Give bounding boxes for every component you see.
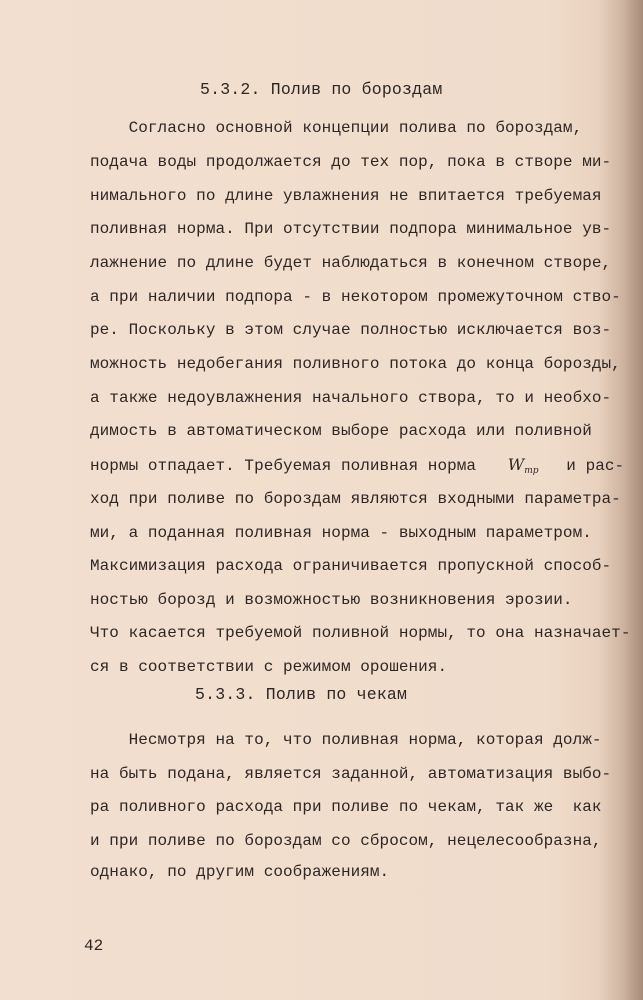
paragraph-line: ми, а поданная поливная норма - выходным параметром. [90, 524, 592, 542]
paragraph-line: ся в соответствии с режимом орошения. [90, 658, 448, 676]
paragraph-line: подача воды продолжается до тех пор, пока в створе ми- [90, 153, 612, 171]
paragraph-line: а при наличии подпора - в некотором промежуточном ство- [90, 288, 621, 306]
paragraph-line: на быть подана, является заданной, автоматизация выбо- [90, 765, 612, 783]
paragraph-line: однако, по другим соображениям. [90, 863, 390, 881]
symbol-subscript: тр [524, 466, 539, 476]
paragraph-line: нимального по длине увлажнения не впитается требуемая [90, 187, 602, 205]
paragraph-line: и при поливе по бороздам со сбросом, нецелесообразна, [90, 832, 602, 850]
paragraph-line: Согласно основной концепции полива по бороздам, [90, 119, 583, 137]
formula-symbol [508, 455, 539, 474]
line-text: и рас- [566, 457, 625, 475]
paragraph-line: ход при поливе по бороздам являются входными параметра- [90, 490, 621, 508]
paragraph-line: ре. Поскольку в этом случае полностью исключается воз- [90, 321, 612, 339]
paragraph-line: Что касается требуемой поливной нормы, то она назначает- [90, 624, 631, 642]
symbol-base: W [507, 455, 525, 474]
paragraph-line: ра поливного расхода при поливе по чекам, так же как [90, 798, 602, 816]
paragraph-line: Несмотря на то, что поливная норма, которая долж- [90, 731, 602, 749]
paragraph-line [90, 455, 624, 481]
section-heading-5-3-3: 5.3.3. Полив по чекам [195, 685, 408, 704]
paragraph-line: димость в автоматическом выборе расхода или поливной [90, 422, 592, 440]
section-heading-5-3-2: 5.3.2. Полив по бороздам [200, 80, 443, 99]
paragraph-line: можность недобегания поливного потока до конца борозды, [90, 355, 621, 373]
paragraph-line: ностью борозд и возможностью возникновения эрозии. [90, 591, 573, 609]
page-number: 42 [84, 937, 104, 955]
paragraph-line: а также недоувлажнения начального створа, то и необхо- [90, 389, 612, 407]
line-text: нормы отпадает. Требуемая поливная норма [90, 457, 477, 475]
paragraph-line: поливная норма. При отсутствии подпора минимальное ув- [90, 220, 612, 238]
paragraph-line: лажнение по длине будет наблюдаться в конечном створе, [90, 254, 612, 272]
paragraph-line: Максимизация расхода ограничивается пропускной способ- [90, 557, 612, 575]
